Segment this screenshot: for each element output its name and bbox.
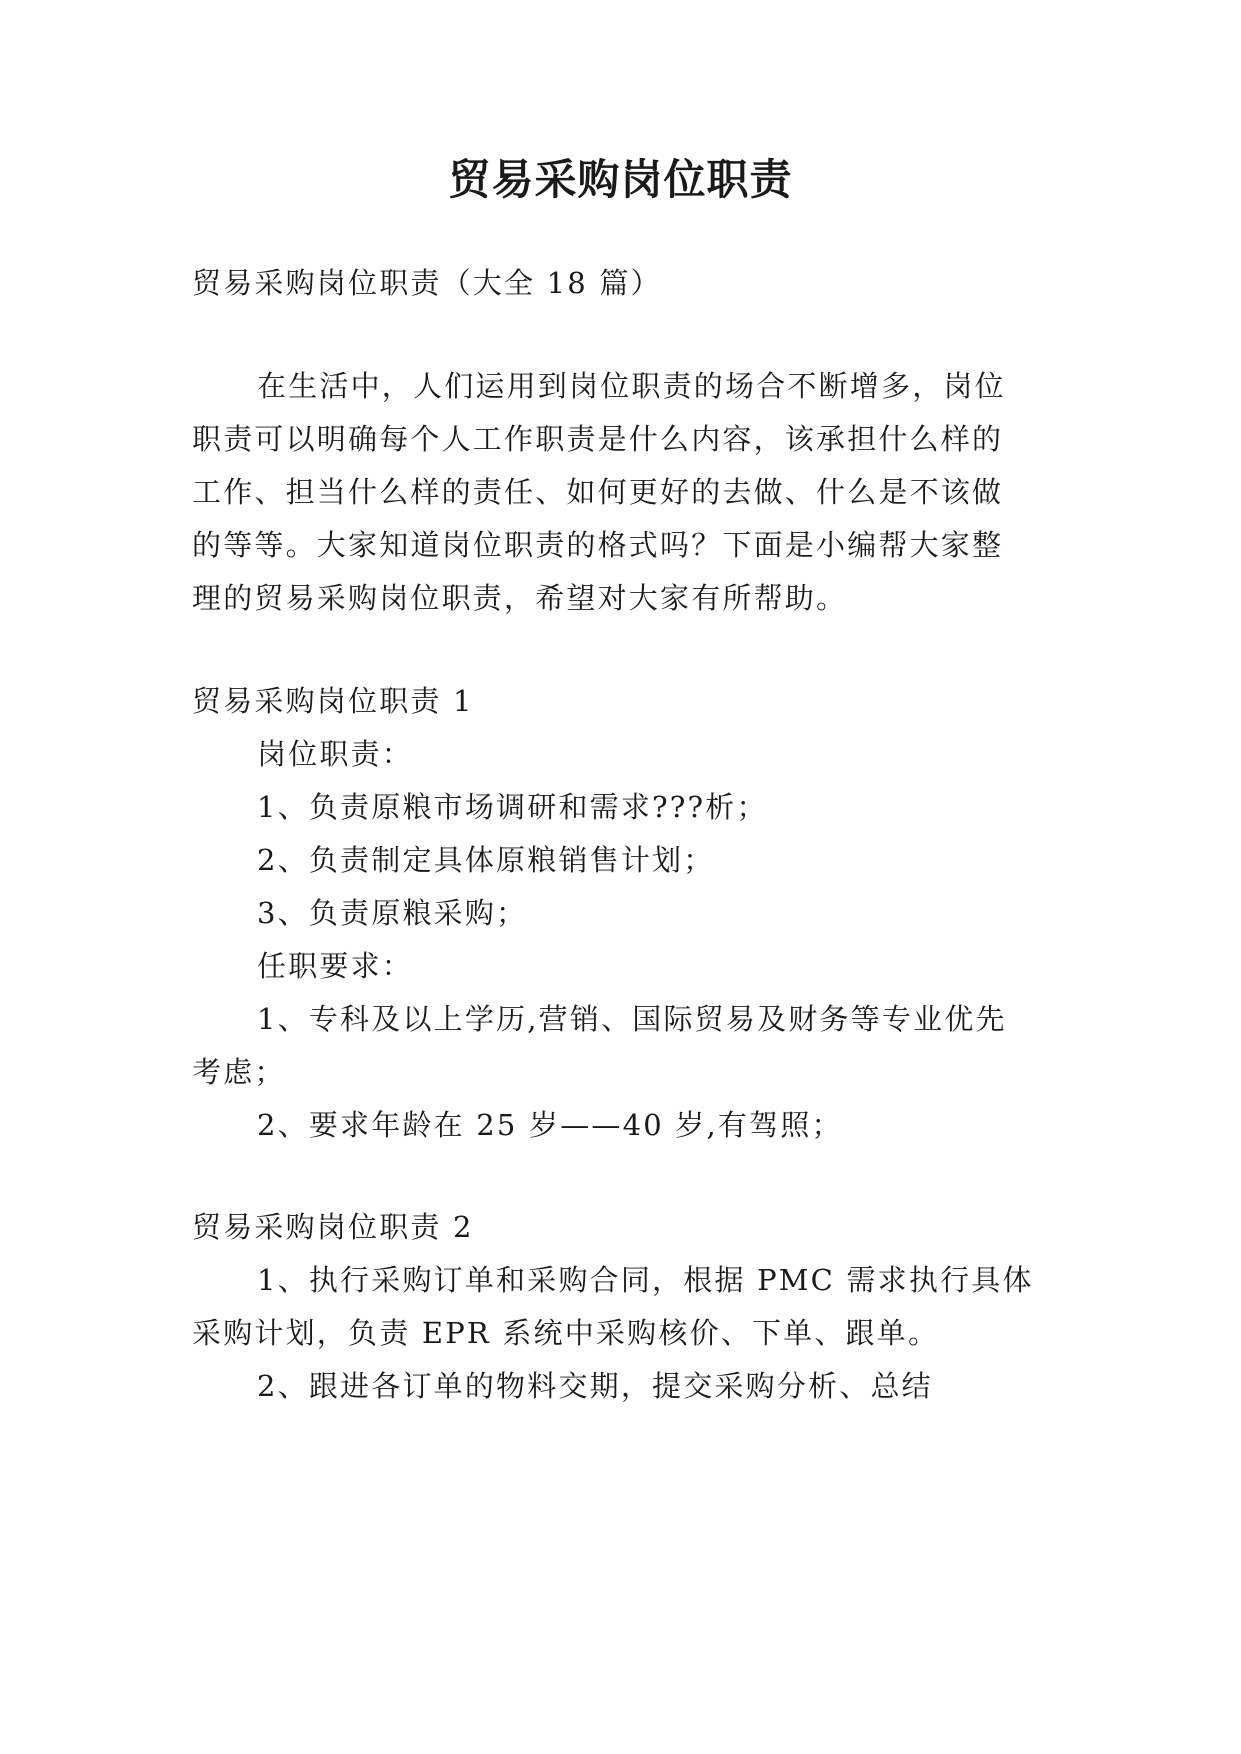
intro-line-4: 的等等。大家知道岗位职责的格式吗？下面是小编帮大家整 [192, 528, 1004, 562]
intro-line-1: 在生活中，人们运用到岗位职责的场合不断增多，岗位 [257, 369, 1006, 403]
document-subtitle: 贸易采购岗位职责（大全 18 篇） [192, 266, 662, 300]
section-1-duty-2: 2、负责制定具体原粮销售计划； [257, 843, 715, 877]
section-1-duty-label: 岗位职责： [257, 737, 414, 771]
section-1-duty-1: 1、负责原粮市场调研和需求???析； [257, 790, 768, 824]
section-1-req-1-line-1: 1、专科及以上学历,营销、国际贸易及财务等专业优先 [257, 1002, 1007, 1036]
section-2-item-1-line-1: 1、执行采购订单和采购合同，根据 PMC 需求执行具体 [257, 1263, 1034, 1297]
section-2-item-1-line-2: 采购计划，负责 EPR 系统中采购核价、下单、跟单。 [192, 1316, 940, 1350]
section-2-item-2: 2、跟进各订单的物料交期，提交采购分析、总结 [257, 1369, 933, 1403]
intro-line-5: 理的贸易采购岗位职责，希望对大家有所帮助。 [192, 581, 848, 615]
section-1-req-2: 2、要求年龄在 25 岁——40 岁,有驾照； [257, 1108, 843, 1142]
intro-line-3: 工作、担当什么样的责任、如何更好的去做、什么是不该做 [192, 475, 1004, 509]
section-1-duty-3: 3、负责原粮采购； [257, 896, 528, 930]
document-title: 贸易采购岗位职责 [448, 155, 793, 204]
section-1-req-label: 任职要求： [257, 949, 414, 983]
intro-line-2: 职责可以明确每个人工作职责是什么内容，该承担什么样的 [192, 422, 1004, 456]
section-1-heading: 贸易采购岗位职责 1 [192, 684, 474, 718]
section-2-heading: 贸易采购岗位职责 2 [192, 1210, 474, 1244]
section-1-req-1-line-2: 考虑； [192, 1055, 286, 1089]
